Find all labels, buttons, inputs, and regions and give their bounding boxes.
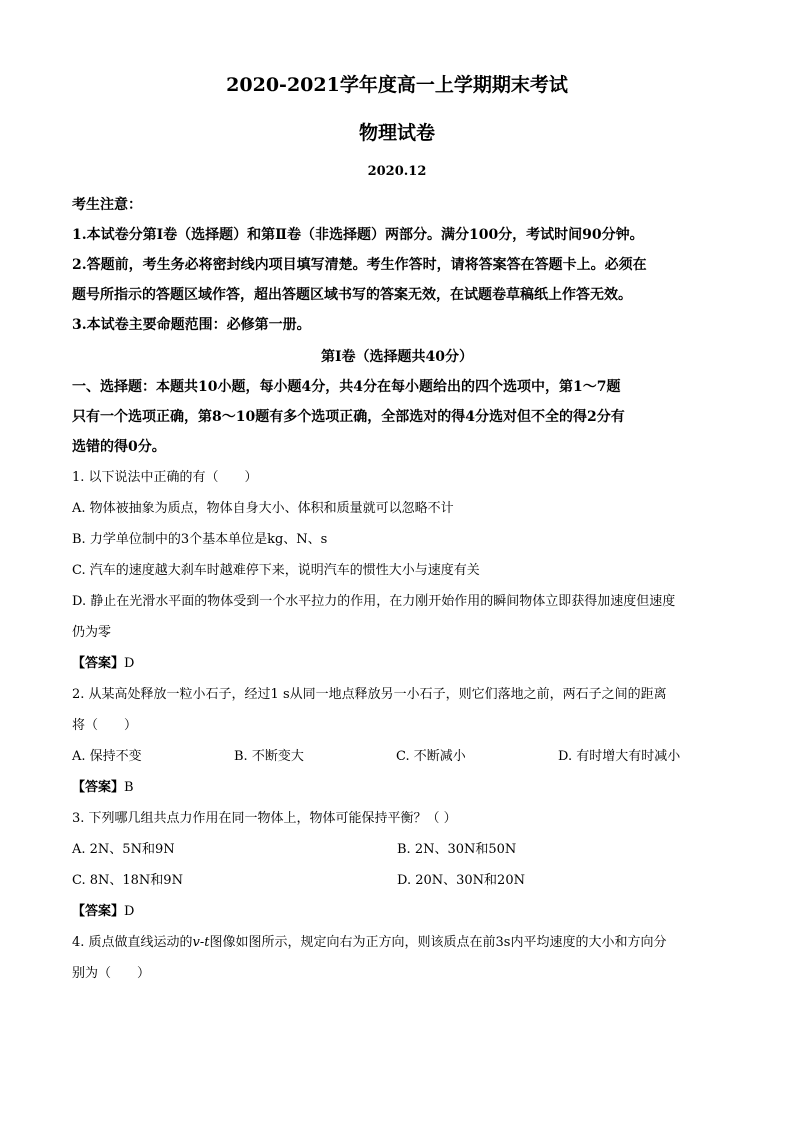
q2-answer [72,772,722,803]
q3-option-b: B. 2N、30N和50N [397,842,517,857]
q1-stem: 1. 以下说法中正确的有（ ） [72,470,258,485]
q1-answer [72,648,722,679]
q2-option-a: A. 保持不变 [72,749,142,764]
q4-stem-pre: 4. 质点做直线运动的 [72,935,193,950]
q3-options-row2 [72,865,722,896]
q1-option-c: C. 汽车的速度越大刹车时越难停下来，说明汽车的惯性大小与速度有关 [72,563,480,578]
q4-stem-variable: v-t [192,935,210,950]
q3-options-row1 [72,834,722,865]
exam-title: 2020-2021学年度高一上学期期末考试 [226,74,568,96]
section-desc-3: 选错的得0分。 [72,439,166,455]
answer-tag: 【答案】 [72,780,125,795]
notice-line-2b: 题号所指示的答题区域作答，超出答题区域书写的答案无效，在试题卷草稿纸上作答无效。 [72,287,632,303]
q4-stem-line2: 别为（ ） [72,966,151,981]
q2-options [72,741,722,772]
q2-option-b: B. 不断变大 [234,749,304,764]
notice-line-1: 1.本试卷分第Ⅰ卷（选择题）和第Ⅱ卷（非选择题）两部分。满分100分，考试时间90分钟。 [72,227,644,243]
exam-date: 2020.12 [367,164,427,179]
section-desc-2: 只有一个选项正确，第8～10题有多个选项正确，全部选对的得4分选对但不全的得2分有 [72,409,625,425]
q2-answer-value: B [124,780,134,795]
q1-answer-value: D [124,656,135,671]
answer-tag: 【答案】 [72,656,125,671]
answer-tag: 【答案】 [72,904,125,919]
notice-line-2a: 2.答题前，考生务必将密封线内项目填写清楚。考生作答时，请将答案答在答题卡上。必须在 [72,257,647,273]
notice-heading: 考生注意： [72,197,142,213]
q1-option-a: A. 物体被抽象为质点，物体自身大小、体积和质量就可以忽略不计 [72,501,454,516]
q3-option-a: A. 2N、5N和9N [72,842,175,857]
section-desc-1: 一、选择题：本题共10小题，每小题4分，共4分在每小题给出的四个选项中，第1～7题 [72,379,621,395]
notice-line-3: 3.本试卷主要命题范围：必修第一册。 [72,317,311,333]
q1-option-d-line2: 仍为零 [72,625,112,640]
q2-stem-line1: 2. 从某高处释放一粒小石子，经过1 s从同一地点释放另一小石子，则它们落地之前，两石子之间的距离 [72,687,667,702]
q3-answer [72,896,722,927]
q4-stem-line1 [72,927,722,958]
q4-stem-post: 图像如图所示，规定向右为正方向，则该质点在前3s内平均速度的大小和方向分 [209,935,667,950]
q1-option-d-line1: D. 静止在光滑水平面的物体受到一个水平拉力的作用，在力刚开始作用的瞬间物体立即获得加速度但速度 [72,594,676,609]
q2-stem-line2: 将（ ） [72,718,138,733]
q2-option-d: D. 有时增大有时减小 [558,749,681,764]
exam-subtitle: 物理试卷 [358,122,435,144]
q3-answer-value: D [124,904,135,919]
exam-page [72,62,722,989]
q3-option-d: D. 20N、30N和20N [397,873,525,888]
q3-option-c: C. 8N、18N和9N [72,873,183,888]
q1-option-b: B. 力学单位制中的3个基本单位是kg、N、s [72,532,328,547]
section-heading: 第Ⅰ卷（选择题共40分） [320,349,474,365]
q3-stem: 3. 下列哪几组共点力作用在同一物体上，物体可能保持平衡？（ ） [72,811,457,826]
q2-option-c: C. 不断减小 [396,749,466,764]
